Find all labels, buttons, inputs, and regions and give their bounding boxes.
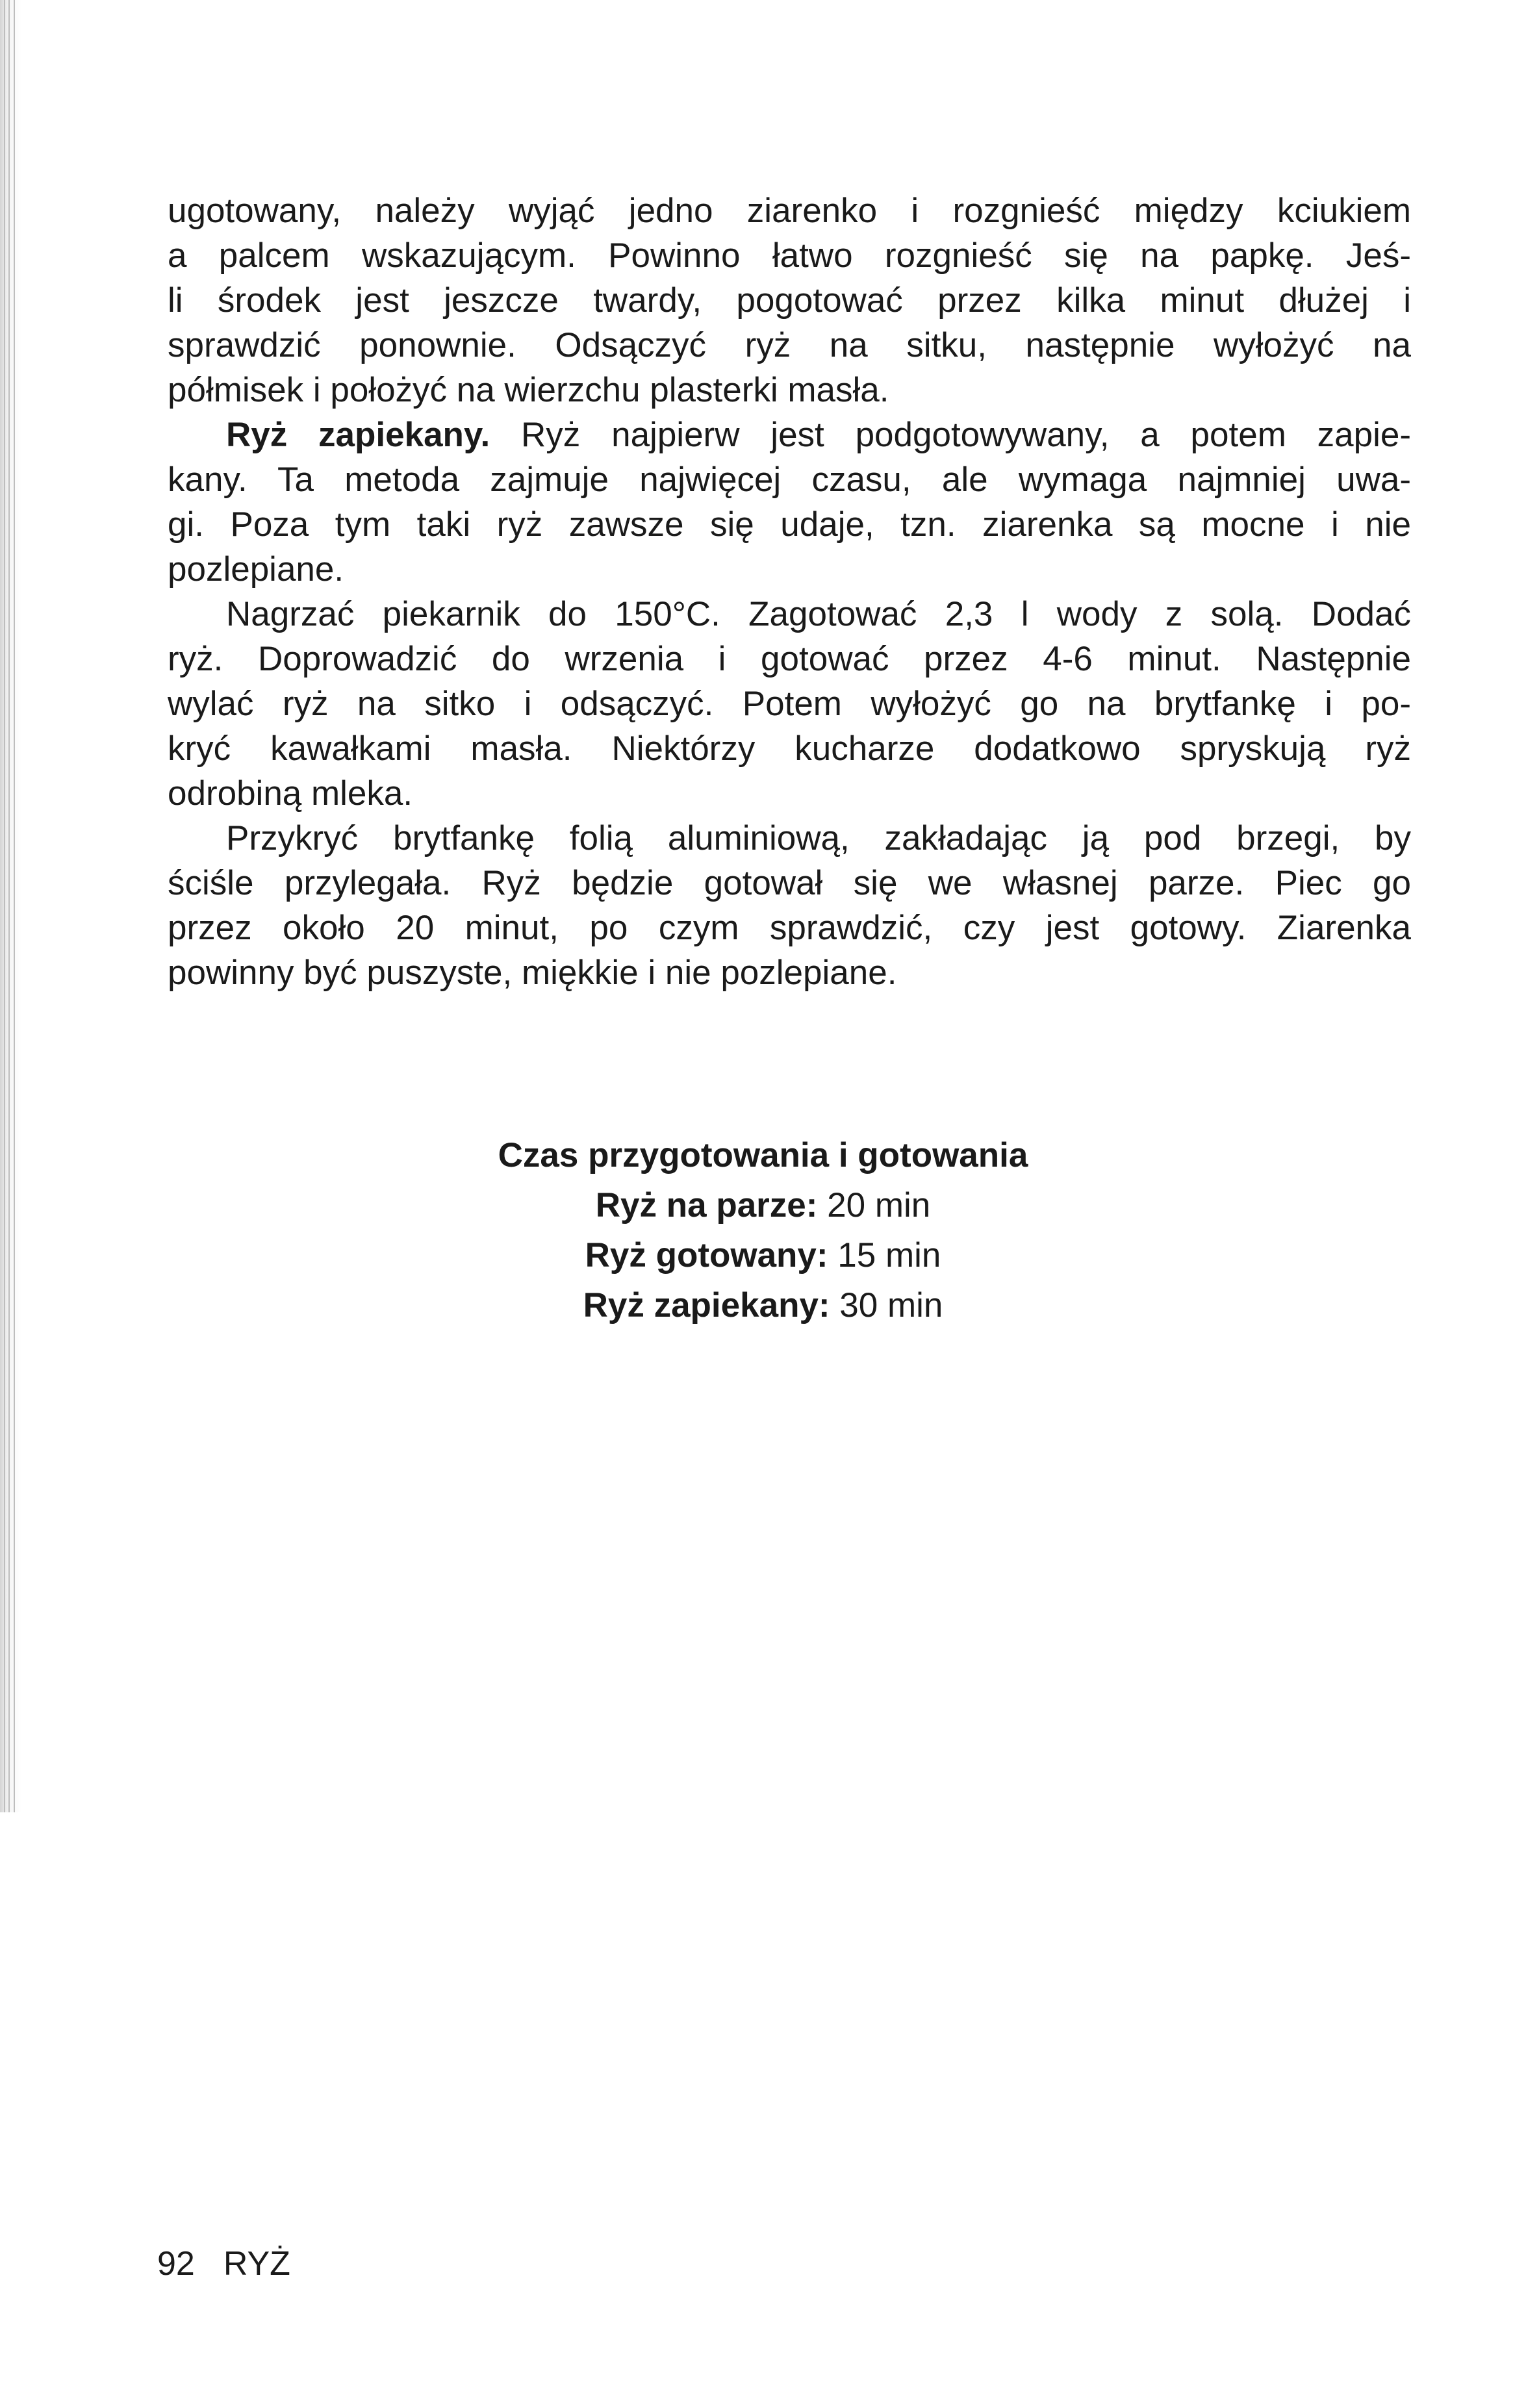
text-line: Przykryć brytfankę folią aluminiową, zakładając ją pod brzegi, by xyxy=(226,819,1411,857)
text-line: gi. Poza tym taki ryż zawsze się udaje, tzn. ziarenka są mocne i nie xyxy=(168,505,1411,544)
summary-item xyxy=(0,1180,1526,1230)
cooking-time-summary xyxy=(0,1130,1526,1330)
summary-item-value: 30 min xyxy=(830,1286,943,1324)
binding-line xyxy=(8,0,10,1812)
running-head: RYŻ xyxy=(223,2245,290,2283)
summary-heading: Czas przygotowania i gotowania xyxy=(498,1136,1028,1174)
paragraph xyxy=(168,188,1411,412)
paragraph xyxy=(168,412,1411,592)
text-line: przez około 20 minut, po czym sprawdzić, czy jest gotowy. Ziarenka xyxy=(168,909,1411,947)
summary-item xyxy=(0,1230,1526,1280)
binding-line xyxy=(4,0,5,1812)
text-line xyxy=(168,412,1411,457)
text-line: li środek jest jeszcze twardy, pogotować przez kilka minut dłużej i xyxy=(168,281,1411,320)
text-line: Nagrzać piekarnik do 150°C. Zagotować 2,3 l wody z solą. Dodać xyxy=(226,595,1411,633)
summary-item-value: 20 min xyxy=(817,1186,931,1224)
text-line: kryć kawałkami masła. Niektórzy kucharze dodatkowo spryskują ryż xyxy=(168,729,1411,768)
text-line: kany. Ta metoda zajmuje najwięcej czasu, ale wymaga najmniej uwa- xyxy=(168,461,1411,499)
summary-item-label: Ryż zapiekany: xyxy=(583,1286,830,1324)
text-line: ugotowany, należy wyjąć jedno ziarenko i rozgnieść między kciukiem xyxy=(168,192,1411,230)
text-line: półmisek i położyć na wierzchu plasterki masła. xyxy=(168,371,889,409)
paragraph-lead: Ryż zapiekany. xyxy=(226,416,490,454)
summary-item-label: Ryż gotowany: xyxy=(585,1236,828,1274)
paragraph xyxy=(168,816,1411,995)
summary-item-value: 15 min xyxy=(828,1236,941,1274)
text-line: ryż. Doprowadzić do wrzenia i gotować przez 4-6 minut. Następnie xyxy=(168,640,1411,678)
summary-item-label: Ryż na parze: xyxy=(595,1186,818,1224)
text-line: pozlepiane. xyxy=(168,550,344,589)
text-line: powinny być puszyste, miękkie i nie pozlepiane. xyxy=(168,954,897,992)
text-line: a palcem wskazującym. Powinno łatwo rozgnieść się na papkę. Jeś- xyxy=(168,236,1411,275)
binding-line xyxy=(14,0,15,1812)
page-number: 92 xyxy=(157,2245,195,2283)
text-line: odrobiną mleka. xyxy=(168,774,413,813)
summary-item xyxy=(0,1280,1526,1330)
body-text xyxy=(168,188,1411,995)
text-line: sprawdzić ponownie. Odsączyć ryż na sitku, następnie wyłożyć na xyxy=(168,326,1411,364)
paragraph xyxy=(168,592,1411,816)
page-footer xyxy=(157,2244,290,2283)
text-line: ściśle przylegała. Ryż będzie gotował się we własnej parze. Piec go xyxy=(168,864,1411,902)
text-span: Ryż najpierw jest podgotowywany, a potem zapie- xyxy=(490,416,1412,454)
text-line: wylać ryż na sitko i odsączyć. Potem wyłożyć go na brytfankę i po- xyxy=(168,685,1411,723)
